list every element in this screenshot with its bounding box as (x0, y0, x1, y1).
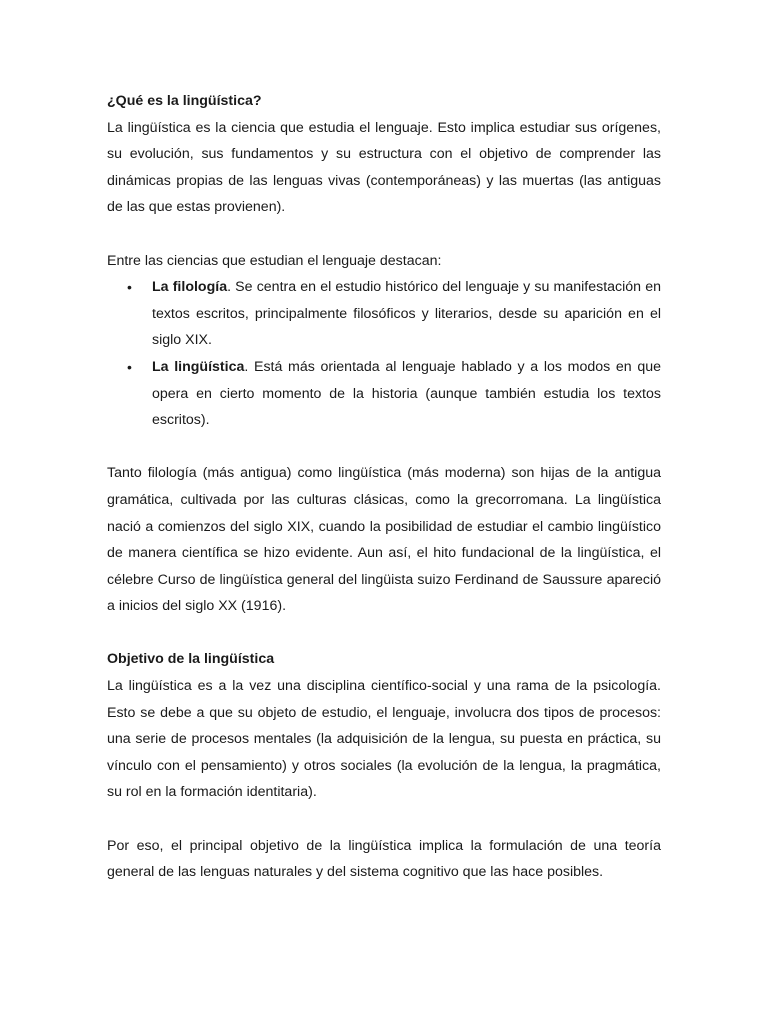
paragraph-conclusion: Por eso, el principal objetivo de la lingüística implica la formulación de una teoría general de las lenguas naturales y del sistema cognitivo que las hace posibles. (107, 837, 661, 881)
document-page (107, 88, 661, 886)
paragraph-objective: La lingüística es a la vez una disciplina científico-social y una rama de la psicología. Esto se debe a que su objeto de estudio, el lenguaje, involucra dos tipos de procesos: una serie de procesos mentales (la adquisición de la lengua, su puesta en práctica, su vínculo con el pensamiento) y otros sociales (la evolución de la lengua, la pragmática, su rol en la formación identitaria). (107, 678, 661, 801)
bullet-icon: • (127, 358, 132, 375)
list-item-text: . Está más orientada al lenguaje hablado y a los modos en que opera en cierto momento de la historia (aunque también estudia los textos escritos). (152, 358, 661, 429)
list-item-linguistica (107, 354, 661, 434)
list-item-filologia (107, 274, 661, 354)
list-item-term: La lingüística (152, 358, 245, 375)
paragraph-definition: La lingüística es la ciencia que estudia el lenguaje. Esto implica estudiar sus orígenes, su evolución, sus fundamentos y su estructura con el objetivo de comprender las dinámicas propias de las lenguas vivas (contemporáneas) y las muertas (las antiguas de las que estas provienen). (107, 119, 661, 216)
sciences-list (107, 274, 661, 434)
section-heading-que-es: ¿Qué es la lingüística? (107, 93, 262, 109)
section-heading-objetivo: Objetivo de la lingüística (107, 651, 275, 668)
bullet-icon: • (127, 279, 132, 296)
paragraph-intro-list: Entre las ciencias que estudian el lenguaje destacan: (107, 252, 442, 269)
list-item-term: La filología (152, 279, 228, 296)
paragraph-history: Tanto filología (más antigua) como lingüística (más moderna) son hijas de la antigua gramática, cultivada por las culturas clásicas, como la grecorromana. La lingüística nació a comienzos del siglo XIX, cuando la posibilidad de estudiar el cambio lingüístico de manera científica se hizo evidente. Aun así, el hito fundacional de la lingüística, el célebre Curso de lingüística general del lingüista suizo Ferdinand de Saussure apareció a inicios del siglo XX (1916). (107, 465, 661, 615)
list-item-text: . Se centra en el estudio histórico del lenguaje y su manifestación en textos escritos, principalmente filosóficos y literarios, desde su aparición en el siglo XIX. (152, 279, 661, 349)
